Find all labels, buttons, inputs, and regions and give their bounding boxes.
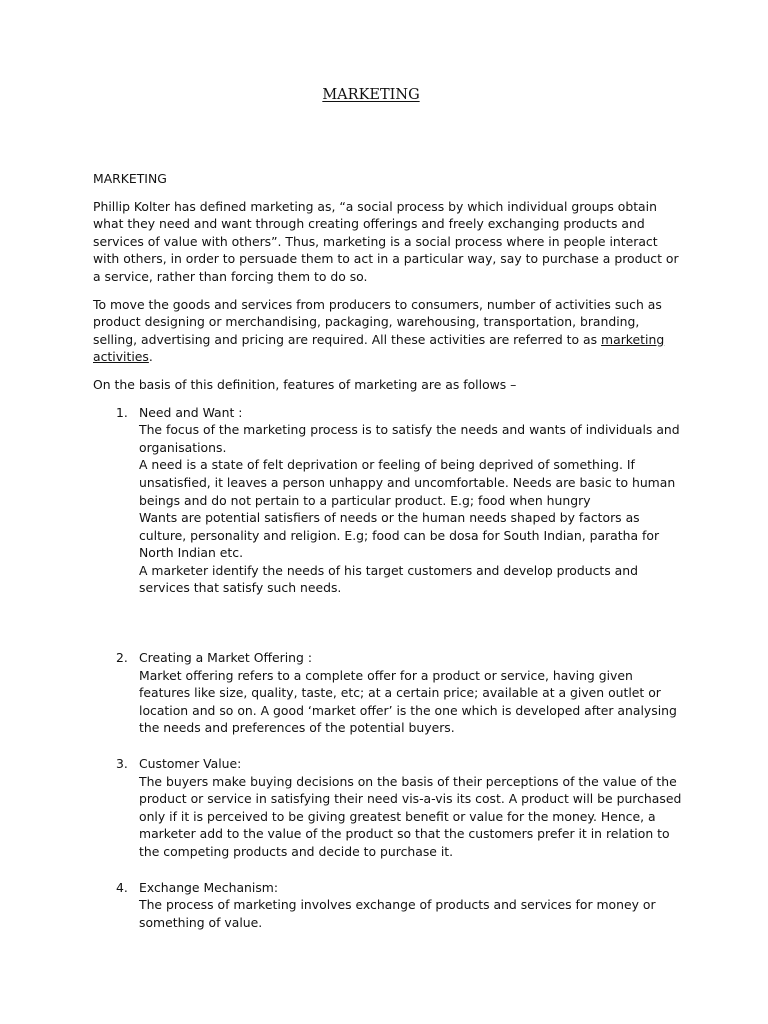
feature-line: Wants are potential satisfiers of needs or the human needs shaped by factors as culture, personality and religion. E.g; food can be dosa for South Indian, paratha for North Indian etc.	[139, 510, 660, 561]
feature-title: Exchange Mechanism:	[139, 879, 279, 895]
feature-line: The focus of the marketing process is to satisfy the needs and wants of individuals and organisations.	[139, 422, 680, 455]
list-number: 4.	[116, 879, 128, 895]
feature-title: Need and Want :	[139, 404, 243, 420]
feature-line: The process of marketing involves exchange of products and services for money or something of value.	[139, 897, 656, 930]
feature-customer-value	[93, 755, 683, 861]
features-list	[93, 404, 683, 932]
feature-line: Market offering refers to a complete offer for a product or service, having given features like size, quality, taste, etc; at a certain price; available at a given outlet or location and so on. A good ‘market offer’ is the one which is developed after analysing the needs and preferences of the potential buyers.	[139, 667, 677, 736]
feature-title: Creating a Market Offering :	[139, 650, 312, 666]
document-title: MARKETING	[322, 87, 420, 103]
feature-line: A need is a state of felt deprivation or feeling of being deprived of something. If unsatisfied, it leaves a person unhappy and uncomfortable. Needs are basic to human beings and do not pertain to a particular product. E.g; food when hungry	[139, 457, 676, 508]
list-number: 1.	[116, 404, 128, 420]
definition-paragraph: Phillip Kolter has defined marketing as, “a social process by which individual groups obtain what they need and want through creating offerings and freely exchanging products and services of value with others”. Thus, marketing is a social process where in people interact with others, in order to persuade them to act in a particular way, say to purchase a product or a service, rather than forcing them to do so.	[93, 198, 679, 284]
list-number: 3.	[116, 756, 128, 772]
activities-paragraph-end: .	[148, 349, 153, 365]
activities-paragraph	[93, 296, 683, 366]
feature-need-and-want	[93, 404, 683, 598]
list-number: 2.	[116, 650, 128, 666]
feature-line: A marketer identify the needs of his target customers and develop products and services that satisfy such needs.	[139, 562, 638, 596]
marketing-activities-link[interactable]: marketing activities	[93, 331, 665, 365]
section-heading: MARKETING	[93, 171, 167, 186]
feature-line: The buyers make buying decisions on the basis of their perceptions of the value of the product or service in satisfying their need vis-a-vis its cost. A product will be purchased only if it is perceived to be giving greatest benefit or value for the money. Hence, a marketer add to the value of the product so that the customers prefer it in relation to the competing products and decide to purchase it.	[139, 773, 682, 859]
activities-paragraph-text: To move the goods and services from producers to consumers, number of activities such as product designing or merchandising, packaging, warehousing, transportation, branding, selling, advertising and pricing are required. All these activities are referred to as	[93, 296, 662, 347]
document-body	[93, 170, 683, 931]
feature-title: Customer Value:	[139, 756, 242, 772]
feature-exchange-mechanism	[93, 879, 683, 932]
feature-market-offering	[93, 649, 683, 737]
features-intro: On the basis of this definition, features of marketing are as follows –	[93, 376, 517, 392]
